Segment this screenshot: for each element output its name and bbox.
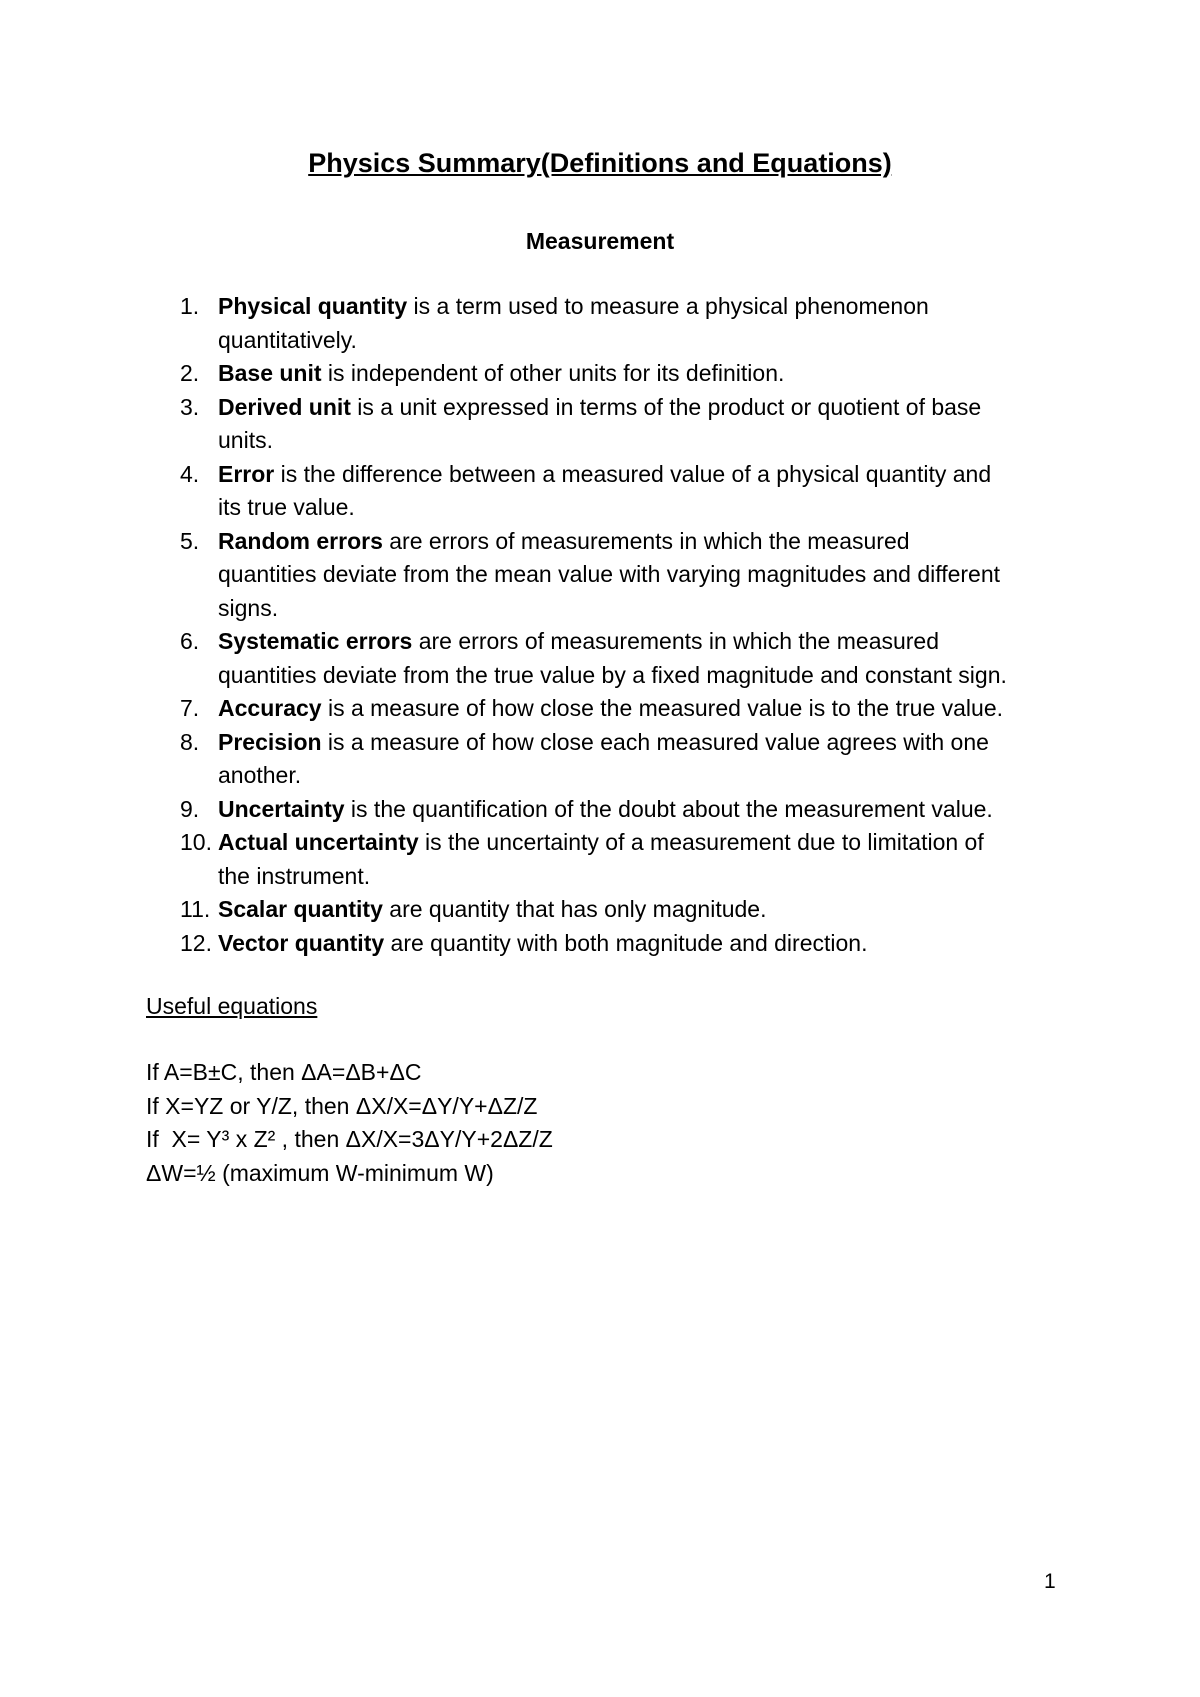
equation-line: If X=YZ or Y/Z, then ΔX/X=ΔY/Y+ΔZ/Z bbox=[146, 1092, 538, 1119]
list-item bbox=[180, 726, 1080, 793]
item-number: 10. bbox=[180, 829, 212, 855]
equations-heading: Useful equations bbox=[146, 993, 318, 1019]
item-number: 1. bbox=[180, 293, 200, 319]
item-number: 2. bbox=[180, 360, 200, 386]
definition-term: Vector quantity bbox=[218, 929, 385, 956]
list-item bbox=[180, 357, 1080, 391]
item-number: 8. bbox=[180, 728, 200, 755]
list-item bbox=[180, 391, 1080, 458]
item-number: 3. bbox=[180, 393, 200, 420]
item-number: 7. bbox=[180, 695, 200, 721]
list-item bbox=[180, 625, 1080, 692]
page-number: 1 bbox=[1044, 1570, 1056, 1593]
list-item bbox=[180, 826, 1080, 893]
list-item bbox=[180, 927, 1080, 961]
equations-list bbox=[146, 1056, 1046, 1190]
item-number: 5. bbox=[180, 527, 200, 554]
definition-term: Uncertainty bbox=[218, 795, 345, 822]
equation-line: If A=B±C, then ΔA=ΔB+ΔC bbox=[146, 1059, 422, 1085]
definition-term: Precision bbox=[218, 728, 322, 755]
item-number: 6. bbox=[180, 628, 200, 654]
section-heading: Measurement bbox=[525, 228, 675, 254]
definition-term: Error bbox=[218, 460, 275, 487]
definition-text: is the difference between a measured value of a physical quantity and bbox=[274, 460, 992, 487]
definition-term: Base unit bbox=[218, 360, 322, 386]
definition-text: is a measure of how close the measured value is to the true value. bbox=[321, 695, 1003, 721]
definition-text: are quantity that has only magnitude. bbox=[382, 896, 767, 922]
definition-text: is the quantification of the doubt about the measurement value. bbox=[344, 795, 993, 822]
list-item bbox=[180, 525, 1080, 626]
equation-line: If X= Y³ x Z² , then ΔX/X=3ΔY/Y+2ΔZ/Z bbox=[146, 1126, 553, 1152]
definition-text-continued: its true value. bbox=[218, 494, 355, 520]
definition-term: Random errors bbox=[218, 527, 383, 554]
definition-text: are quantity with both magnitude and direction. bbox=[384, 929, 868, 956]
definition-term: Accuracy bbox=[218, 695, 322, 721]
definition-text-continued: another. bbox=[218, 762, 302, 788]
list-item bbox=[180, 692, 1080, 726]
definition-text-continued: quantities deviate from the mean value with varying magnitudes and different bbox=[218, 561, 1001, 587]
definition-text: is a unit expressed in terms of the product or quotient of base bbox=[350, 393, 982, 420]
definition-text-continued: quantitatively. bbox=[218, 326, 357, 353]
list-item bbox=[180, 290, 1080, 357]
list-item bbox=[180, 793, 1080, 827]
definition-text: are errors of measurements in which the measured bbox=[382, 527, 910, 554]
item-number: 11. bbox=[180, 896, 211, 922]
definition-term: Systematic errors bbox=[218, 628, 413, 654]
definition-text-continued: signs. bbox=[218, 594, 279, 621]
definition-text-continued: the instrument. bbox=[218, 862, 371, 889]
definition-term: Actual uncertainty bbox=[218, 829, 419, 855]
equation-line: ΔW=½ (maximum W-minimum W) bbox=[146, 1159, 494, 1186]
definition-text: is a measure of how close each measured value agrees with one bbox=[321, 728, 989, 755]
item-number: 12. bbox=[180, 929, 212, 956]
item-number: 9. bbox=[180, 795, 200, 822]
list-item bbox=[180, 458, 1080, 525]
item-number: 4. bbox=[180, 460, 200, 487]
definition-term: Scalar quantity bbox=[218, 896, 383, 922]
document-title: Physics Summary(Definitions and Equations) bbox=[308, 148, 892, 178]
definition-text: is a term used to measure a physical phenomenon bbox=[407, 293, 929, 319]
definition-term: Derived unit bbox=[218, 393, 351, 420]
list-item bbox=[180, 893, 1080, 927]
definitions-list bbox=[180, 290, 1080, 960]
definition-text-continued: quantities deviate from the true value by a fixed magnitude and constant sign. bbox=[218, 661, 1007, 688]
definition-text-continued: units. bbox=[218, 427, 273, 453]
definition-text: are errors of measurements in which the measured bbox=[412, 628, 940, 654]
definition-text: is independent of other units for its definition. bbox=[321, 360, 785, 386]
definition-term: Physical quantity bbox=[218, 293, 408, 319]
definition-text: is the uncertainty of a measurement due to limitation of bbox=[418, 829, 984, 855]
